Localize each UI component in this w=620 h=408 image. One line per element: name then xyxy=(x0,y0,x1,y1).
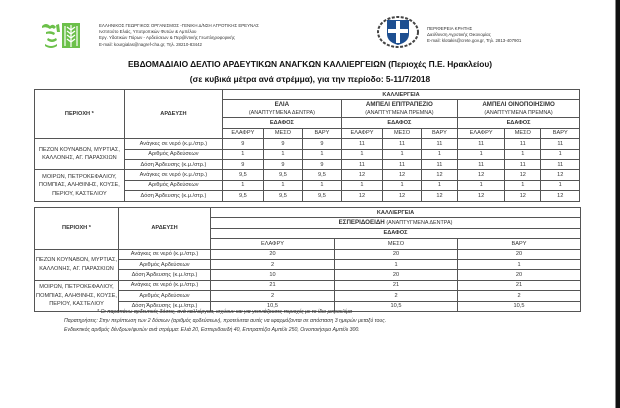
irrigation-metric-label: Δόση Άρδευσης (κ.μ./στρ.) xyxy=(124,191,222,201)
value-cell: 12 xyxy=(421,191,457,201)
soil-light: ΕΛΑΦΡΥ xyxy=(211,239,335,249)
crop-name: ΑΜΠΕΛΙ ΕΠΙΤΡΑΠΕΖΙΟ xyxy=(365,100,433,108)
value-cell: 12 xyxy=(458,191,505,201)
soil-heavy: ΒΑΡΥ xyxy=(458,239,581,249)
greek-coat-of-arms-emblem-icon xyxy=(376,14,420,48)
irrigation-metric-label: Αριθμός Αρδεύσεων xyxy=(124,149,222,159)
value-cell: 21 xyxy=(335,280,458,290)
value-cell: 1 xyxy=(223,180,264,190)
value-cell: 9,5 xyxy=(223,191,264,201)
header-soil: ΕΔΑΦΟΣ xyxy=(223,118,342,128)
irrigation-metric-label: Αριθμός Αρδεύσεων xyxy=(124,180,222,190)
value-cell: 9,5 xyxy=(223,170,264,180)
value-cell: 20 xyxy=(458,270,581,280)
header-soil: ΕΔΑΦΟΣ xyxy=(211,228,581,238)
value-cell: 12 xyxy=(458,170,505,180)
value-cell: 11 xyxy=(458,159,505,169)
table1-body xyxy=(35,139,580,201)
soil-medium: ΜΕΣΟ xyxy=(335,239,458,249)
header-crop-group: ΚΑΛΛΙΕΡΓΕΙΑ xyxy=(211,208,581,218)
header-soil: ΕΔΑΦΟΣ xyxy=(341,118,457,128)
irrigation-metric-label: Ανάγκες σε νερό (κ.μ./στρ.) xyxy=(124,139,222,149)
irrigation-table-citrus xyxy=(34,207,581,312)
soil-medium: ΜΕΣΟ xyxy=(383,128,421,138)
soil-light: ΕΛΑΦΡΥ xyxy=(458,128,505,138)
value-cell: 2 xyxy=(211,259,335,269)
value-cell: 1 xyxy=(335,259,458,269)
value-cell: 10 xyxy=(211,270,335,280)
tree-density-note: Ενδεικτικός αριθμός δένδρων/φυτών ανά στρέμμα: Ελιά 20, Εσπεριδοειδή 40, Επιτραπέζιο Αμπέλι 250, Οινοποιήσιμο Αμπέλι 300. xyxy=(64,327,360,333)
value-cell: 10,5 xyxy=(335,301,458,311)
value-cell: 21 xyxy=(458,280,581,290)
value-cell: 12 xyxy=(505,170,541,180)
irrigation-metric-label: Ανάγκες σε νερό (κ.μ./στρ.) xyxy=(124,170,222,180)
value-cell: 1 xyxy=(383,149,421,159)
header-right-org xyxy=(376,14,576,48)
remarks: Παρατηρήσεις: Στην περίπτωση των 2 δόσεων (αριθμός αρδεύσεων), προτείνεται αυτές να εφαρμόζονται σε απόσταση 3 ημερών μεταξύ τους. xyxy=(64,318,387,324)
right-org-text xyxy=(427,26,521,45)
value-cell: 11 xyxy=(341,159,383,169)
left-org-line: Εργ. Υδατικών Πόρων - Αρδεύσεων & Περιβ/ντικής Γεωπληροφορικής xyxy=(99,35,235,41)
value-cell: 12 xyxy=(541,170,580,180)
table-row xyxy=(35,280,581,290)
value-cell: 11 xyxy=(458,139,505,149)
value-cell: 1 xyxy=(458,259,581,269)
value-cell: 12 xyxy=(341,191,383,201)
header-crop-citrus xyxy=(211,218,581,228)
value-cell: 11 xyxy=(505,139,541,149)
table-row xyxy=(35,249,581,259)
header-crop-olive xyxy=(223,100,342,118)
value-cell: 1 xyxy=(223,149,264,159)
soil-heavy: ΒΑΡΥ xyxy=(303,128,341,138)
value-cell: 2 xyxy=(211,291,335,301)
value-cell: 11 xyxy=(383,159,421,169)
crop-sub: (ΑΝΑΠΤΥΓΜΕΝΑ ΠΡΕΜΝΑ) xyxy=(484,109,553,116)
value-cell: 1 xyxy=(263,149,303,159)
header-crop-wine-grape xyxy=(458,100,580,118)
value-cell: 12 xyxy=(341,170,383,180)
irrigation-metric-label: Αριθμός Αρδεύσεων xyxy=(119,291,211,301)
value-cell: 1 xyxy=(458,149,505,159)
left-org-text xyxy=(99,23,259,48)
value-cell: 11 xyxy=(541,139,580,149)
bulletin-title: ΕΒΔΟΜΑΔΙΑΙΟ ΔΕΛΤΙΟ ΑΡΔΕΥΤΙΚΩΝ ΑΝΑΓΚΩΝ ΚΑΛΛΙΕΡΓΕΙΩΝ (Περιοχές Π.Ε. Ηρακλείου) xyxy=(127,59,493,69)
value-cell: 9 xyxy=(223,139,264,149)
left-org-line: Ινστιτούτο Ελιάς, Υποτροπικών Φυτών & Αμπέλου xyxy=(99,29,197,35)
value-cell: 12 xyxy=(383,191,421,201)
left-org-line: E-mail: kourgialas@nagref-cha.gr, Τηλ. 28210-83442 xyxy=(99,41,202,47)
left-org-line: ΕΛΛΗΝΙΚΟΣ ΓΕΩΡΓΙΚΟΣ ΟΡΓΑΝΙΣΜΟΣ -ΓΕΝΙΚΗ Δ/ΝΣΗ ΑΓΡΟΤΙΚΗΣ ΕΡΕΥΝΑΣ xyxy=(99,23,259,28)
value-cell: 1 xyxy=(303,180,341,190)
value-cell: 1 xyxy=(505,149,541,159)
crop-sub: (ΑΝΑΠΤΥΓΜΕΝΑ ΠΡΕΜΝΑ) xyxy=(365,109,434,116)
soil-light: ΕΛΑΦΡΥ xyxy=(341,128,383,138)
crop-name: ΕΛΙΑ xyxy=(274,100,290,108)
value-cell: 20 xyxy=(458,249,581,259)
value-cell: 1 xyxy=(541,180,580,190)
value-cell: 2 xyxy=(458,291,581,301)
right-org-line: ΠΕΡΙΦΕΡΕΙΑ ΚΡΗΤΗΣ xyxy=(427,26,473,31)
value-cell: 10,5 xyxy=(211,301,335,311)
soil-medium: ΜΕΣΟ xyxy=(505,128,541,138)
value-cell: 1 xyxy=(341,149,383,159)
hellenic-agricultural-organization-logo-icon xyxy=(40,20,90,50)
crop-name: ΕΣΠΕΡΙΔΟΕΙΔΗ xyxy=(338,219,385,227)
value-cell: 9 xyxy=(263,159,303,169)
value-cell: 1 xyxy=(303,149,341,159)
value-cell: 11 xyxy=(541,159,580,169)
region-name: ΠΕΖΩΝ ΚΟΥΝΑΒΩΝ, ΜΥΡΤΙΑΣ, ΚΑΛΛΟΝΗΣ, ΑΓ. ΠΑΡΑΣΚΙΩΝ xyxy=(35,139,125,170)
soil-heavy: ΒΑΡΥ xyxy=(421,128,457,138)
region-name: ΜΟΙΡΩΝ, ΠΕΤΡΟΚΕΦΑΛΙΟΥ, ΠΟΜΠΙΑΣ, ΑΛΗΘΙΝΗΣ, ΚΟΥΣΕ, ΠΕΡΙΟΥ, ΚΑΣΤΕΛΙΟΥ xyxy=(35,280,119,311)
value-cell: 20 xyxy=(335,249,458,259)
value-cell: 9,5 xyxy=(263,191,303,201)
value-cell: 9 xyxy=(303,139,341,149)
irrigation-metric-label: Αριθμός Αρδεύσεων xyxy=(119,259,211,269)
irrigation-metric-label: Δόση Άρδευσης (κ.μ./στρ.) xyxy=(119,270,211,280)
soil-heavy: ΒΑΡΥ xyxy=(541,128,580,138)
crop-name: ΑΜΠΕΛΙ ΟΙΝΟΠΟΙΗΣΙΜΟ xyxy=(482,100,555,108)
header-region: ΠΕΡΙΟΧΗ * xyxy=(35,90,125,139)
irrigation-metric-label: Ανάγκες σε νερό (κ.μ./στρ.) xyxy=(119,280,211,290)
crop-sub: (ΑΝΑΠΤΥΓΜΕΝΑ ΔΕΝΤΡΑ) xyxy=(386,220,453,227)
value-cell: 11 xyxy=(421,139,457,149)
value-cell: 1 xyxy=(541,149,580,159)
value-cell: 1 xyxy=(421,180,457,190)
value-cell: 21 xyxy=(211,280,335,290)
soil-light: ΕΛΑΦΡΥ xyxy=(223,128,264,138)
soil-medium: ΜΕΣΟ xyxy=(263,128,303,138)
value-cell: 1 xyxy=(421,149,457,159)
table-row xyxy=(35,139,580,149)
value-cell: 1 xyxy=(505,180,541,190)
value-cell: 10,5 xyxy=(458,301,581,311)
value-cell: 9,5 xyxy=(303,191,341,201)
value-cell: 9 xyxy=(223,159,264,169)
value-cell: 9,5 xyxy=(263,170,303,180)
value-cell: 11 xyxy=(383,139,421,149)
value-cell: 1 xyxy=(341,180,383,190)
value-cell: 1 xyxy=(263,180,303,190)
bulletin-subtitle: (σε κυβικά μέτρα ανά στρέμμα), για την περίοδο: 5-11/7/2018 xyxy=(189,74,431,84)
header-irrigation: ΑΡΔΕΥΣΗ xyxy=(119,208,211,250)
header-region: ΠΕΡΙΟΧΗ * xyxy=(35,208,119,250)
irrigation-metric-label: Ανάγκες σε νερό (κ.μ./στρ.) xyxy=(119,249,211,259)
value-cell: 12 xyxy=(421,170,457,180)
value-cell: 9,5 xyxy=(303,170,341,180)
irrigation-metric-label: Δόση Άρδευσης (κ.μ./στρ.) xyxy=(124,159,222,169)
value-cell: 12 xyxy=(383,170,421,180)
right-org-line: Διεύθυνση Αγροτικής Οικονομίας xyxy=(427,32,491,38)
table-row xyxy=(35,170,580,180)
footnote: * Οι παραπάνω αρδευτικές δόσεις, ανά καλλιέργεια, ισχύουν και για γειτνιάζουσες περιοχές με το ίδιο μικροκλίμα xyxy=(97,309,352,315)
value-cell: 11 xyxy=(421,159,457,169)
crop-sub: (ΑΝΑΠΤΥΓΜΕΝΑ ΔΕΝΤΡΑ) xyxy=(248,109,315,116)
header-irrigation: ΑΡΔΕΥΣΗ xyxy=(124,90,222,139)
region-name: ΜΟΙΡΩΝ, ΠΕΤΡΟΚΕΦΑΛΙΟΥ, ΠΟΜΠΙΑΣ, ΑΛΗΘΙΝΗΣ, ΚΟΥΣΕ, ΠΕΡΙΟΥ, ΚΑΣΤΕΛΙΟΥ xyxy=(35,170,125,201)
value-cell: 1 xyxy=(383,180,421,190)
value-cell: 9 xyxy=(303,159,341,169)
value-cell: 9 xyxy=(263,139,303,149)
value-cell: 2 xyxy=(335,291,458,301)
right-org-line: E-mail: klotakis@crete.gov.gr, Τηλ. 2813-407901 xyxy=(427,38,522,44)
header-soil: ΕΔΑΦΟΣ xyxy=(458,118,580,128)
header-crop-table-grape xyxy=(341,100,457,118)
value-cell: 20 xyxy=(211,249,335,259)
irrigation-metric-label: Δόση Άρδευσης (κ.μ./στρ.) xyxy=(119,301,211,311)
value-cell: 12 xyxy=(505,191,541,201)
value-cell: 20 xyxy=(335,270,458,280)
value-cell: 11 xyxy=(505,159,541,169)
table2-body xyxy=(35,249,581,311)
value-cell: 1 xyxy=(458,180,505,190)
region-name: ΠΕΖΩΝ ΚΟΥΝΑΒΩΝ, ΜΥΡΤΙΑΣ, ΚΑΛΛΟΝΗΣ, ΑΓ. ΠΑΡΑΣΚΙΩΝ xyxy=(35,249,119,280)
irrigation-table-olive-vine xyxy=(34,89,580,202)
header-crop-group: ΚΑΛΛΙΕΡΓΕΙΑ xyxy=(223,90,580,100)
value-cell: 12 xyxy=(541,191,580,201)
value-cell: 11 xyxy=(341,139,383,149)
header-left-org xyxy=(40,20,300,50)
